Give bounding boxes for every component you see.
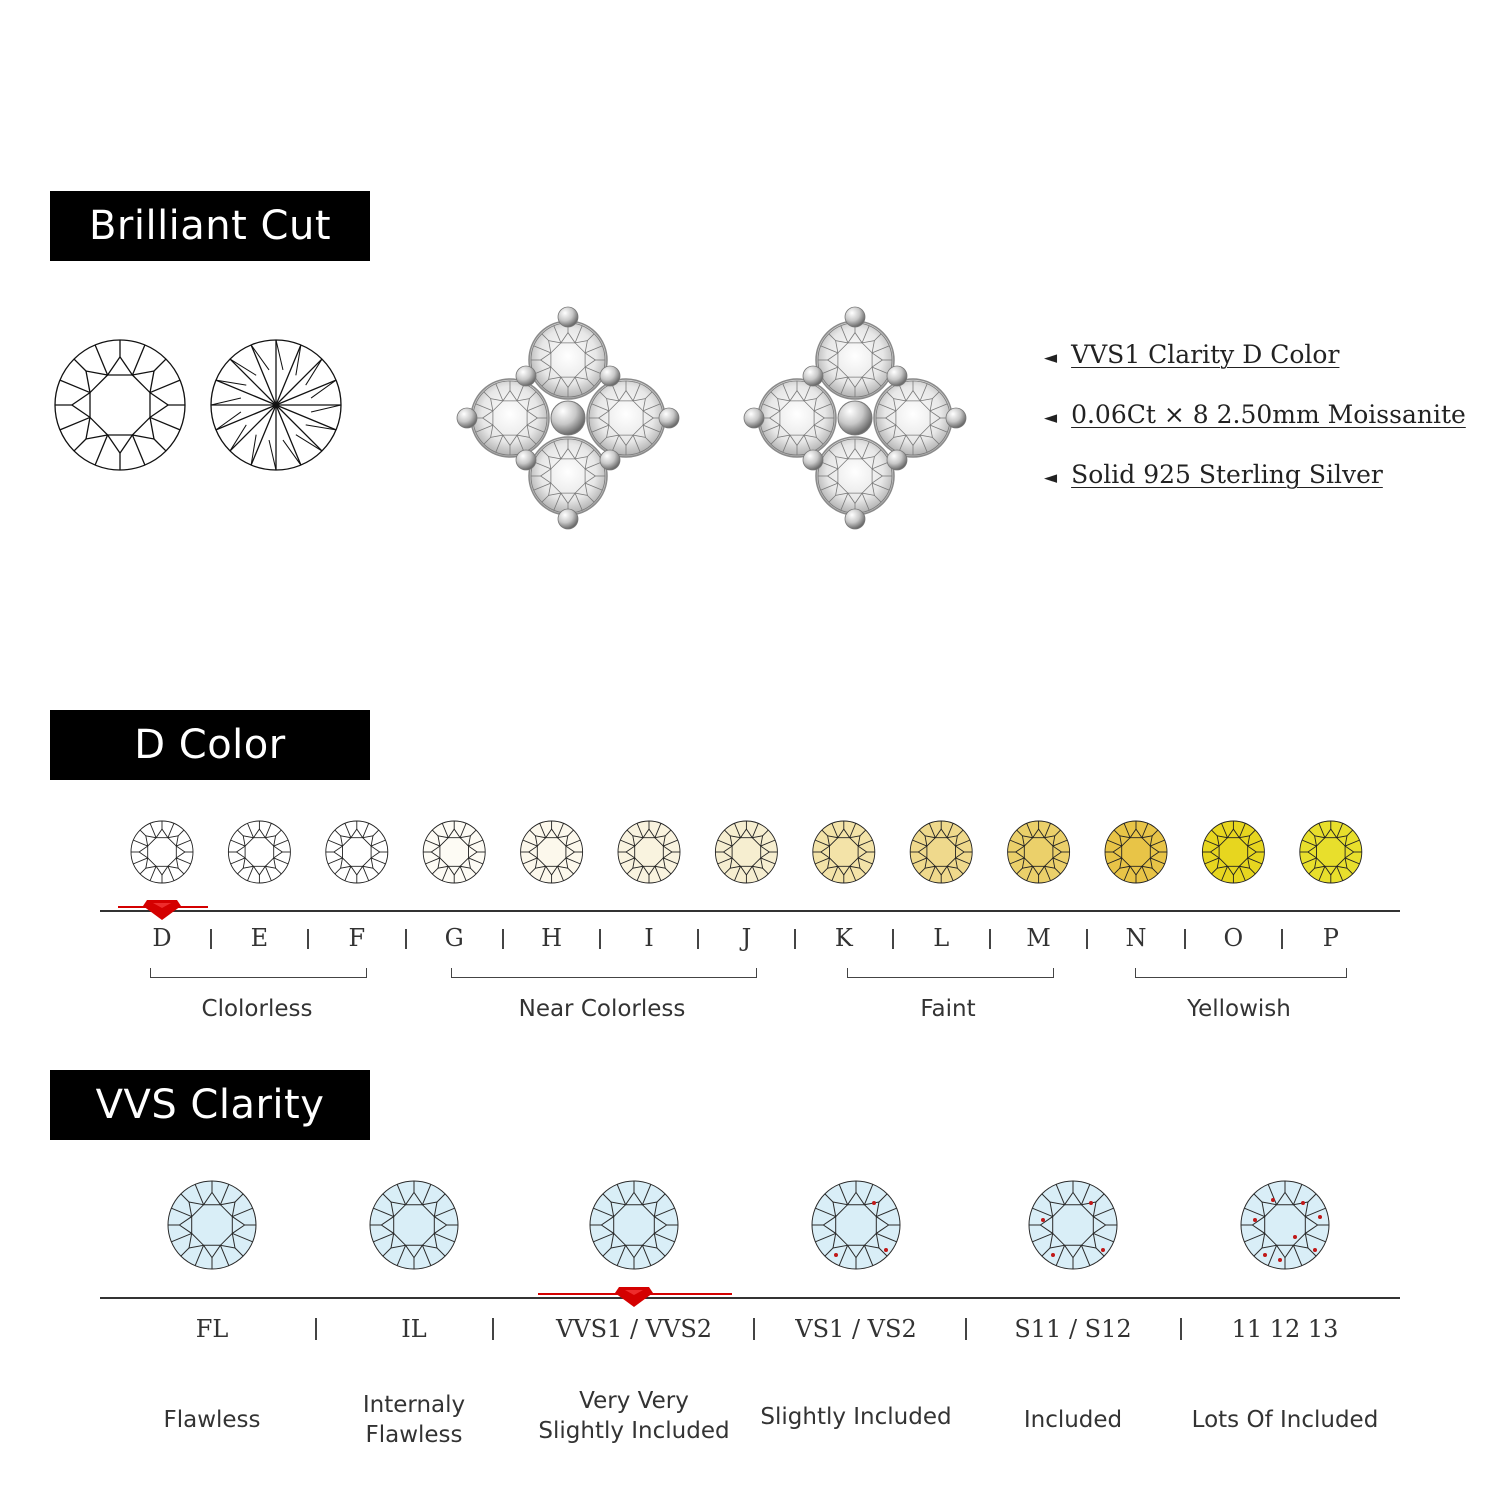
separator [965,1318,967,1340]
clarity-stone [812,1181,900,1269]
prong [887,366,907,386]
diamond-top-view-icon [55,340,185,470]
inclusion-dot [1301,1201,1305,1205]
group-label-near-colorless: Near Colorless [518,996,686,1022]
prong [887,450,907,470]
inclusion-dot [1313,1248,1317,1252]
color-grade-l: L [933,924,950,952]
color-grade-h: H [541,924,563,952]
group-bracket [1135,968,1347,978]
vvs-clarity-banner [50,1070,370,1140]
color-scale-line [100,910,1400,912]
clarity-grade-si: S11 / S12 [1014,1315,1132,1343]
prong [516,366,536,386]
color-stone-m [1008,821,1070,883]
selected-clarity-marker [520,1282,750,1312]
group-label-faint: Faint [920,996,976,1022]
inclusion-dot [1089,1201,1093,1205]
clarity-stone [1241,1181,1329,1269]
clarity-name-vvs: Very Very Slightly Included [538,1388,730,1444]
prong [457,408,477,428]
color-stone-i [618,821,680,883]
clarity-scale-line [100,1297,1400,1299]
color-grade-p: P [1322,924,1339,952]
color-stone-e [228,821,290,883]
color-stone-p [1300,821,1362,883]
color-stone-h [521,821,583,883]
separator [599,929,601,949]
color-grade-e: E [250,924,269,952]
prong [600,450,620,470]
separator [989,929,991,949]
group-bracket [847,968,1054,978]
feature-moissanite [1044,400,1466,429]
inclusion-dot [1293,1235,1297,1239]
color-stone-k [813,821,875,883]
feature-text: VVS1 Clarity D Color [1071,340,1340,369]
separator [210,929,212,949]
color-stone-o [1202,821,1264,883]
color-grade-i: I [644,924,654,952]
moissanite-stone [816,437,894,515]
clarity-grade-fl: FL [195,1315,229,1343]
prong [744,408,764,428]
prong [845,307,865,327]
clarity-name-internally-flawless: Internaly Flawless [362,1392,466,1448]
prong [845,509,865,529]
inclusion-dot [884,1248,888,1252]
prong [600,366,620,386]
separator [405,929,407,949]
color-grade-d: D [152,924,172,952]
prong [558,509,578,529]
color-stone-row [0,810,1500,900]
inclusion-dot [834,1253,838,1257]
color-grade-j: J [741,924,752,952]
earrings-image [430,290,1000,590]
group-label-yellowish: Yellowish [1187,996,1291,1022]
color-grade-m: M [1026,924,1051,952]
separator [892,929,894,949]
color-grade-o: O [1223,924,1244,952]
prong [558,307,578,327]
center-bead [838,401,872,435]
pointer-left-icon: ◄ [1044,408,1058,428]
center-bead [551,401,585,435]
brilliant-cut-title: Brilliant Cut [88,203,332,249]
moissanite-stone [471,379,549,457]
prong [659,408,679,428]
color-grade-k: K [834,924,853,952]
color-stone-f [326,821,388,883]
clarity-grade-vvs: VVS1 / VVS2 [555,1315,713,1343]
feature-text: 0.06Ct × 8 2.50mm Moissanite [1071,400,1466,429]
moissanite-stone [758,379,836,457]
color-grade-f: F [348,924,366,952]
brilliant-cut-banner [50,191,370,261]
separator [1180,1318,1182,1340]
separator [1086,929,1088,949]
color-stone-n [1105,821,1167,883]
earring-left [457,307,679,529]
prong [803,366,823,386]
earring-right [744,307,966,529]
clarity-stone [370,1181,458,1269]
diamond-bottom-view-icon [211,340,341,470]
inclusion-dot [1253,1218,1257,1222]
d-color-title: D Color [134,722,286,768]
color-stone-g [423,821,485,883]
feature-clarity-color [1044,340,1339,369]
brilliant-cut-diagrams [50,336,350,476]
separator [1184,929,1186,949]
separator [492,1318,494,1340]
inclusion-dot [1101,1248,1105,1252]
prong [803,450,823,470]
group-label-colorless: Clolorless [201,996,313,1022]
separator [794,929,796,949]
color-grade-g: G [444,924,464,952]
clarity-grade-il: IL [401,1315,427,1343]
inclusion-dot [872,1201,876,1205]
clarity-stone-row [0,1170,1500,1280]
feature-silver [1044,460,1383,489]
prong [946,408,966,428]
moissanite-stone [816,321,894,399]
separator [315,1318,317,1340]
clarity-name-included: Included [1023,1407,1123,1433]
selected-color-marker [100,895,230,925]
prong [516,450,536,470]
vvs-clarity-title: VVS Clarity [95,1082,325,1128]
clarity-stone [590,1181,678,1269]
moissanite-stone [529,321,607,399]
inclusion-dot [1263,1253,1267,1257]
color-grade-n: N [1125,924,1147,952]
pointer-left-icon: ◄ [1044,348,1058,368]
separator [502,929,504,949]
pointer-left-icon: ◄ [1044,468,1058,488]
d-color-banner [50,710,370,780]
clarity-name-flawless: Flawless [163,1407,261,1433]
inclusion-dot [1271,1198,1275,1202]
inclusion-dot [1318,1215,1322,1219]
moissanite-stone [587,379,665,457]
clarity-name-vs: Slightly Included [760,1404,952,1430]
group-bracket [150,968,367,978]
separator [753,1318,755,1340]
group-bracket [451,968,757,978]
clarity-grade-vs: VS1 / VS2 [795,1315,917,1343]
moissanite-stone [529,437,607,515]
separator [1281,929,1283,949]
clarity-stone [1029,1181,1117,1269]
clarity-stone [168,1181,256,1269]
moissanite-stone [874,379,952,457]
separator [697,929,699,949]
color-stone-l [910,821,972,883]
feature-text: Solid 925 Sterling Silver [1071,460,1383,489]
inclusion-dot [1051,1253,1055,1257]
inclusion-dot [1278,1258,1282,1262]
clarity-name-lots-included: Lots Of Included [1191,1407,1379,1433]
inclusion-dot [1041,1218,1045,1222]
separator [307,929,309,949]
clarity-grade-i: 11 12 13 [1231,1315,1339,1343]
color-stone-d [131,821,193,883]
color-stone-j [715,821,777,883]
